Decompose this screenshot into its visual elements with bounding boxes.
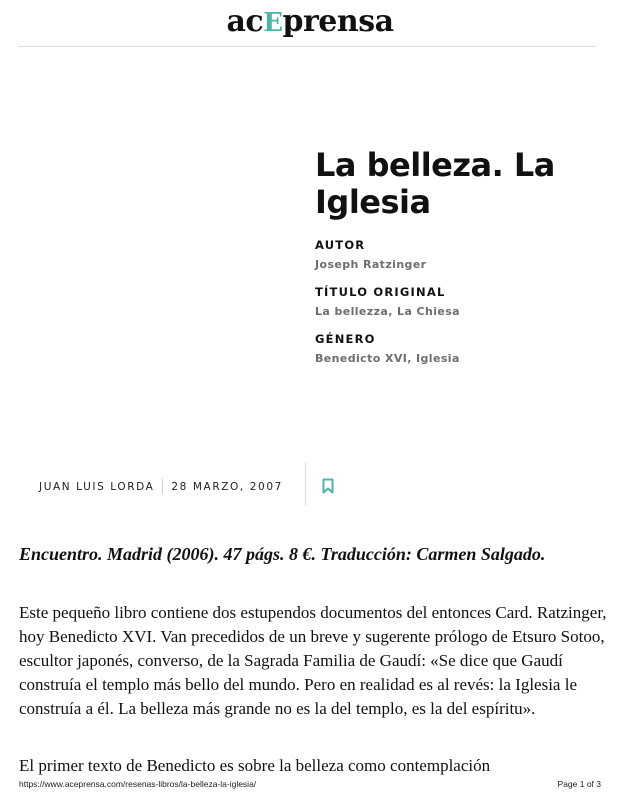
logo-text-mid: E	[263, 8, 283, 38]
author-name[interactable]: JUAN LUIS LORDA	[39, 480, 155, 493]
article-paragraph: Este pequeño libro contiene dos estupendos documentos del entonces Card. Ratzinger, hoy Benedicto XVI. Van precedidos de un breve y sugerente prólogo de Etsuro Sotoo, escultor japonés, converso, de la Sagrada Familia de Gaudí: «Se dice que Gaudí construía el templo más bello del mundo. Pero en realidad es al revés: la Iglesia le construía a él. La belleza más grande no es la del templo, es la del espíritu».	[19, 603, 607, 718]
logo-text-right: prensa	[282, 4, 394, 39]
byline-separator	[162, 479, 163, 494]
logo-text-left: ac	[226, 4, 264, 39]
byline	[39, 479, 283, 494]
byline-divider	[305, 462, 306, 506]
header-divider	[18, 46, 596, 47]
meta-original-title-label: TÍTULO ORIGINAL	[315, 285, 446, 299]
cutoff-line	[19, 756, 609, 775]
meta-author-label: AUTOR	[315, 238, 366, 252]
article-title: La belleza. La Iglesia	[315, 146, 555, 221]
meta-genre-value[interactable]: Benedicto XVI, Iglesia	[315, 352, 460, 365]
meta-original-title	[315, 285, 605, 318]
footer-url[interactable]: https://www.aceprensa.com/resenas-libros/la-belleza-la-iglesia/	[19, 779, 257, 789]
publish-date: 28 MARZO, 2007	[171, 480, 283, 493]
meta-genre	[315, 332, 605, 365]
book-details: Encuentro. Madrid (2006). 47 págs. 8 €. Traducción: Carmen Salgado.	[19, 544, 546, 564]
meta-genre-label: GÉNERO	[315, 332, 376, 346]
page-number: Page 1 of 3	[557, 779, 601, 789]
bookmark-icon[interactable]	[322, 478, 334, 494]
meta-author-value[interactable]: Joseph Ratzinger	[315, 258, 427, 271]
meta-original-title-value: La bellezza, La Chiesa	[315, 305, 461, 318]
print-footer	[19, 779, 601, 789]
site-logo[interactable]	[0, 4, 620, 39]
meta-author	[315, 238, 605, 271]
cutoff-text: El primer texto de Benedicto es sobre la belleza como contemplación	[19, 756, 491, 775]
